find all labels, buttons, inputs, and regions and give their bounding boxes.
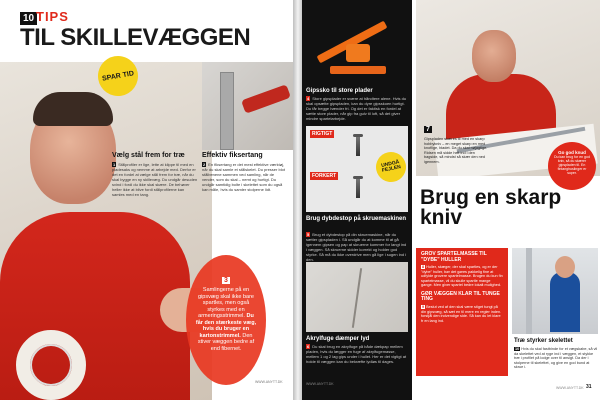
label-wrong: FORKERT [312,173,337,179]
tip9-heading: GØR VÆGGEN KLAR TIL TUNGE TING [421,290,500,303]
tip6-text: Du skal brug en akrylfuge på både dækpap mellem pladen, hvis du lægger en fuge af akrylfugemasse, mellem 1 og 2 lag gips under i hullet. Her er det vigtigt at holde til væggen kan du bekræfte lydløs til dages. [306,344,407,364]
tip8-text: Huller, skæger, der skal spartles, og er der "dybe" huller, bør det gøres pakkelig fine at udfylde grovere spartelmasse. Brugen du kun fin spartelmasse, vil du skulle spartle mange gange. Men giver spartel bedre lokalt mulighed. [421,265,503,288]
tip10-body [514,347,598,370]
tip-count-badge: 10 [20,12,37,25]
folio-left: WWW.ANYTT.DK [255,380,283,384]
tip2-number: 2 [203,162,206,167]
step7-number: 7 [426,126,430,133]
photo-wooden-frame [512,248,598,334]
tip3-text: Samlingerne på en gipsvæg skal ikke bare spartles, men også styrkes med en armeringsstrimmel. [198,287,254,319]
tip4-number: 4 [307,96,310,101]
spine-gutter [293,0,302,400]
steel-profile [220,72,234,150]
tip2-body [202,162,288,192]
tip4-body [306,96,408,121]
tip10-text: Hvis du skal fastbinde for et vægskabe, så vil da skelettet ved at ryge ind i væggen, et stykke træ i profilet på lodge over til ansigt. Da der i stolperne til skelettet, og give en god bund at skrue i. [514,347,598,370]
tip1-number: 1 [113,162,116,167]
tip6-number: 6 [307,344,310,349]
shoe-grip [346,44,370,62]
man-face [472,30,516,82]
tip8-number: 8 [422,265,425,269]
folio-right-left: WWW.ANYTT.DK [306,382,334,386]
tip3-bold: Du får den stærkeste væg, hvis du bruger en kartonstrimmel. [195,313,257,339]
right-page [302,0,600,400]
tip1-text: Stålprofiler er lige, lette at klippe til med en pladesaks og nemme at arbejde med. Derfor er det en fordel at vælge stål frem for træ, når du skal bygge en ny skillevæg. Du undgår desuden svind i fordi du ikke skal skære. De behøver heller ikke at blive fordi stålprofilerne kan samles med en tang. [112,162,198,197]
tip2-title: Effektiv fiksertang [202,152,263,159]
tip6-title: Akrylfuge dæmper lyd [306,336,370,342]
screw-wrong [356,178,360,198]
page-number: 31 [586,384,592,390]
label-correct: RIGTIGT [312,131,333,137]
big-title: Brug en skarp kniv [420,186,562,229]
tip1-title: Vælg stål frem for træ [112,152,185,159]
bubble-title: Go god knud [558,150,586,155]
photo-man-with-tape [0,62,212,400]
tip5-number: 5 [307,232,310,237]
tip3-number: 3 [224,277,228,284]
man-face [555,256,575,278]
joint-line [352,268,362,328]
tip1-body [112,162,198,197]
tip2-text: En fiksertang er det mest effektive værktøj, når du skal samle et stålskelet. Du presser blot stålbenene sammen ved samling, når de vender, som du skal – nemt og hurtigt. Du undgår samtidig bolte i skelettet som du også kan måle, hvis du samler stolperne lidt. [202,162,285,192]
tip4-title: Gipssko til store plader [306,88,373,94]
wall-stud [526,248,532,334]
tape-roll [16,330,86,400]
tip-bubble [548,142,596,190]
red-tips-box [416,248,508,376]
photo-gips-shoe [306,4,408,84]
kicker: TIPS [36,9,69,24]
folio-right: WWW.ANYTT.DK [556,386,584,390]
left-page [0,0,293,400]
tip9-number: 9 [422,304,425,309]
tip4-text: Store gipsplader er svære at håndtere alene. Hvis du skal opsætte gipspladen, kan du dyre gipsskoen hurtigt. Du får begge hænder fri. Og det er faktisk en fordel at sætte store plader, når gip fra gulv til loft, så det giver mindre spartelarbejde. [306,96,407,121]
tip5-text: Brug et dybdestop på din skruemaskine, når du sætter gipspladen i. Så undgår du at komme til at gå igennem gipsen og pap at skruerne kommer for langt ind i væggen. Så skruerne sidder korrekt og holder god styrke. Så må du ikke overdrive men gå lige i sugen ind i den. [306,232,407,262]
man-blue-shirt [550,272,580,332]
tip9-text: Beslut ved af den skal være stiget tungt på din gipsvæg, så sæt en til mere en regler inden. forstjål den indvendige side. Så kan du let klare fr en lang ind. [421,304,502,323]
undga-fejlen-badge: UNDGÅ FEJLEN [373,149,409,185]
tip8-heading: GROV SPARTELMASSE TIL "DYBE" HULLER [421,251,487,263]
page-headline: TIL SKILLEVÆGGEN [20,24,251,51]
callout-tip3 [186,255,266,385]
black-sidebar-column [302,0,412,400]
spar-tid-badge: SPAR TID [95,53,141,99]
photo-acryl-joint [306,262,408,332]
shoe-base [330,66,386,74]
tip6-body [306,344,408,364]
tip5-body [306,232,408,262]
tip10-number: 10 [515,347,520,351]
tip3-tail: Den stiver væggen bedre af end fibernet. [197,332,255,352]
bubble-body: Du kan brug for en god kniv, så du skærer gipspladen til. En fintanghuslinger er super. [554,155,590,175]
photo-fixing-tool [202,62,293,150]
screw-correct [356,136,360,156]
man-hair [33,92,113,126]
tip5-title: Brug dybdestop på skruemaskinen [306,216,407,222]
tip10-title: Træ styrker skelettet [514,338,573,344]
crimping-plier [241,84,291,114]
step7-block [424,118,488,165]
step7-text: Gipspladen skæres til med en skarp hobbykniv – en meget skarp en med knoflige, bladet. Da du skal nøjagtige. Ridsen må sidde helt ind i den bagside, så mindst så skær den ned igennem. [424,137,488,164]
